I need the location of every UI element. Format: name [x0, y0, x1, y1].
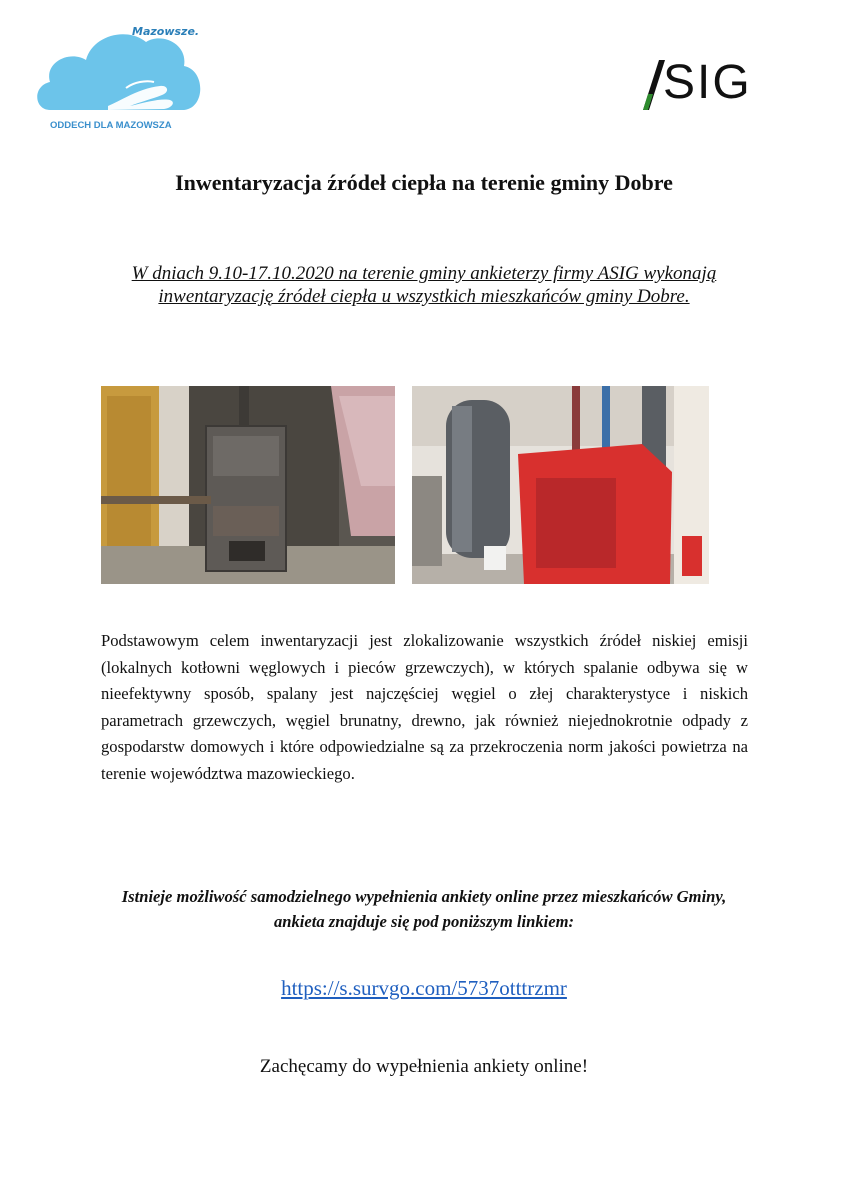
- mazowsze-brand-text: Mazowsze.: [132, 25, 200, 38]
- asig-logo: [643, 58, 783, 113]
- page-title: Inwentaryzacja źródeł ciepła na terenie gminy Dobre: [175, 170, 673, 195]
- body-paragraph: Podstawowym celem inwentaryzacji jest zlokalizowanie wszystkich źródeł niskiej emisji (lokalnych kotłowni węglowych i pieców grzewczych), w których spalanie odbywa się w nieefektywny sposób, spalany jest najczęściej węgiel o złej charakterystyce i niskich parametrach grzewczych, węgiel brunatny, drewno, jak również niejednokrotnie odpady z gospodarstw domowych i które odpowiedzialne są za przekroczenia norm jakości powietrza na terenie województwa mazowieckiego.: [101, 631, 748, 783]
- mazowsze-logo: [30, 22, 205, 134]
- asig-logo-text: SIG: [663, 56, 752, 109]
- mazowsze-tagline: ODDECH DLA MAZOWSZA: [50, 120, 172, 131]
- survey-link[interactable]: https://s.survgo.com/5737otttrzmr: [281, 976, 567, 1000]
- survey-link-container: [0, 976, 848, 1001]
- closing-call-to-action: Zachęcamy do wypełnienia ankiety online!: [259, 1056, 589, 1077]
- announcement-subtitle: W dniach 9.10-17.10.2020 na terenie gminy ankieterzy firmy ASIG wykonają inwentaryzację źródeł ciepła u wszystkich mieszkańców gminy Dobre.: [131, 263, 717, 307]
- modern-boiler-room-photo: [412, 386, 709, 584]
- online-survey-note: Istnieje możliwość samodzielnego wypełnienia ankiety online przez mieszkańców Gminy, ankieta znajduje się pod poniższym linkiem:: [121, 887, 727, 931]
- old-coal-furnace-photo: [101, 386, 395, 584]
